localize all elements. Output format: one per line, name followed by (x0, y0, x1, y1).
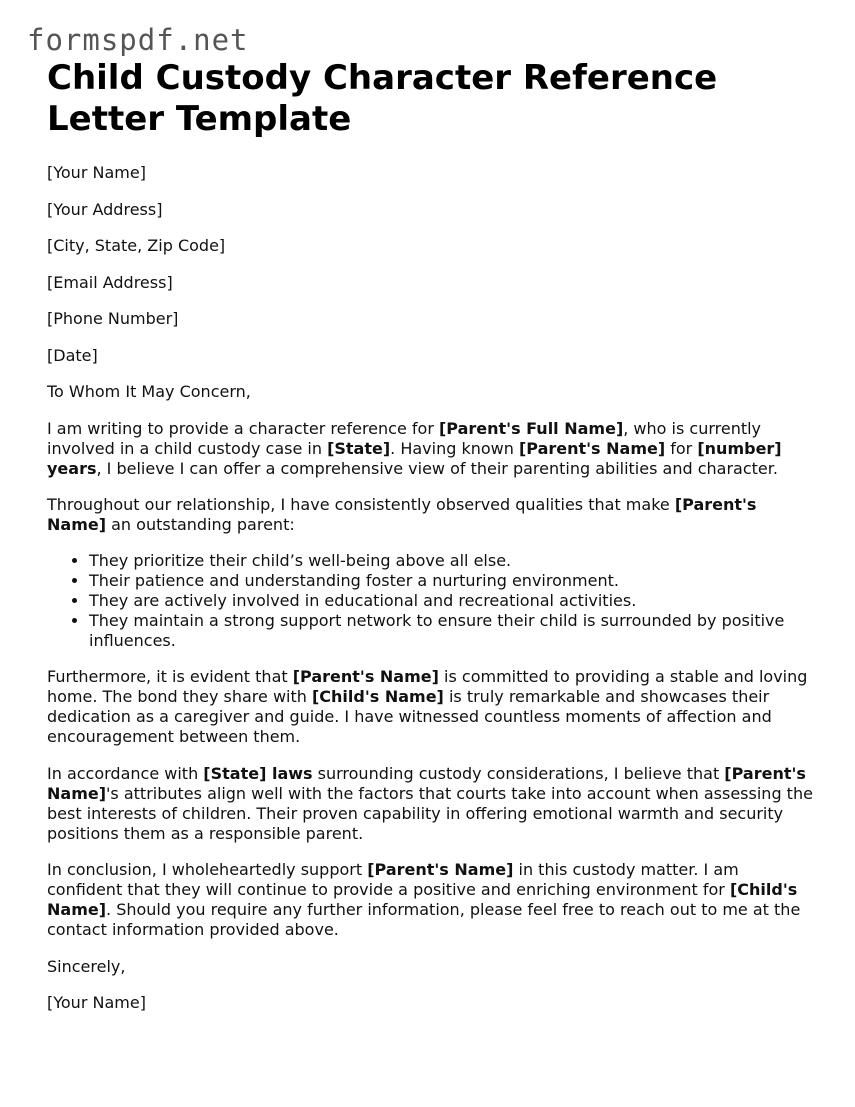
list-item: • Their patience and understanding foster a nurturing environment. (89, 571, 817, 591)
page-title: Child Custody Character Reference Letter Template (47, 58, 718, 139)
placeholder-number-years: [number] years (47, 438, 782, 478)
placeholder-parent-name: [Parent's Name] (367, 860, 514, 879)
placeholder-parent-full-name: [Parent's Full Name] (438, 418, 624, 438)
placeholder-parent-name: [Parent's Name] (518, 438, 666, 458)
watermark: formspdf.net (27, 23, 249, 57)
sender-phone: [Phone Number] (47, 309, 179, 328)
placeholder-child-name: [Child's Name] (311, 687, 444, 706)
salutation: To Whom It May Concern, (47, 382, 251, 401)
letter-document (47, 58, 817, 1030)
sender-address: [Your Address] (47, 199, 163, 219)
placeholder-parent-name: [Parent's Name] (47, 763, 806, 803)
placeholder-parent-name: [Parent's Name] (292, 667, 439, 686)
closing: Sincerely, (47, 956, 126, 976)
sender-block (47, 163, 817, 402)
paragraph-laws: In accordance with [State] laws surrounding custody considerations, I believe that [Parent's Name]'s attributes align well with the factors that courts take into account when assessing the best interests of children. Their proven capability in offering emotional warmth and security positions them as a responsible parent. (47, 763, 813, 843)
sender-name: [Your Name] (47, 163, 146, 182)
qualities-list (47, 551, 817, 651)
placeholder-parent-name: [Parent's Name] (47, 495, 757, 534)
sender-city: [City, State, Zip Code] (47, 236, 226, 255)
signature-name: [Your Name] (47, 993, 146, 1012)
placeholder-state: [State] (327, 438, 391, 458)
list-item: • They prioritize their child’s well-being above all else. (89, 551, 817, 571)
placeholder-child-name: [Child's Name] (47, 880, 798, 919)
list-item: • They maintain a strong support network to ensure their child is surrounded by positive influences. (89, 611, 817, 651)
sender-email: [Email Address] (47, 272, 173, 292)
paragraph-home: Furthermore, it is evident that [Parent's Name] is committed to providing a stable and loving home. The bond they share with [Child's Name] is truly remarkable and showcases their dedication as a caregiver and guide. I have witnessed countless moments of affection and encouragement between them. (47, 667, 808, 746)
paragraph-conclusion: In conclusion, I wholeheartedly support [Parent's Name] in this custody matter. I am confident that they will continue to provide a positive and enriching environment for [Child's Name]. Should you require any further information, please feel free to reach out to me at the contact information provided above. (47, 860, 801, 939)
placeholder-state-laws: [State] laws (203, 763, 313, 783)
paragraph-intro: I am writing to provide a character reference for [Parent's Full Name], who is currently involved in a child custody case in [State]. Having known [Parent's Name] for [number] years, I believe I can offer a comprehensive view of their parenting abilities and character. (47, 418, 782, 478)
letter-date: [Date] (47, 345, 98, 365)
list-item: • They are actively involved in educational and recreational activities. (89, 591, 817, 611)
paragraph-qualities: Throughout our relationship, I have consistently observed qualities that make [Parent's Name] an outstanding parent: (47, 495, 757, 534)
